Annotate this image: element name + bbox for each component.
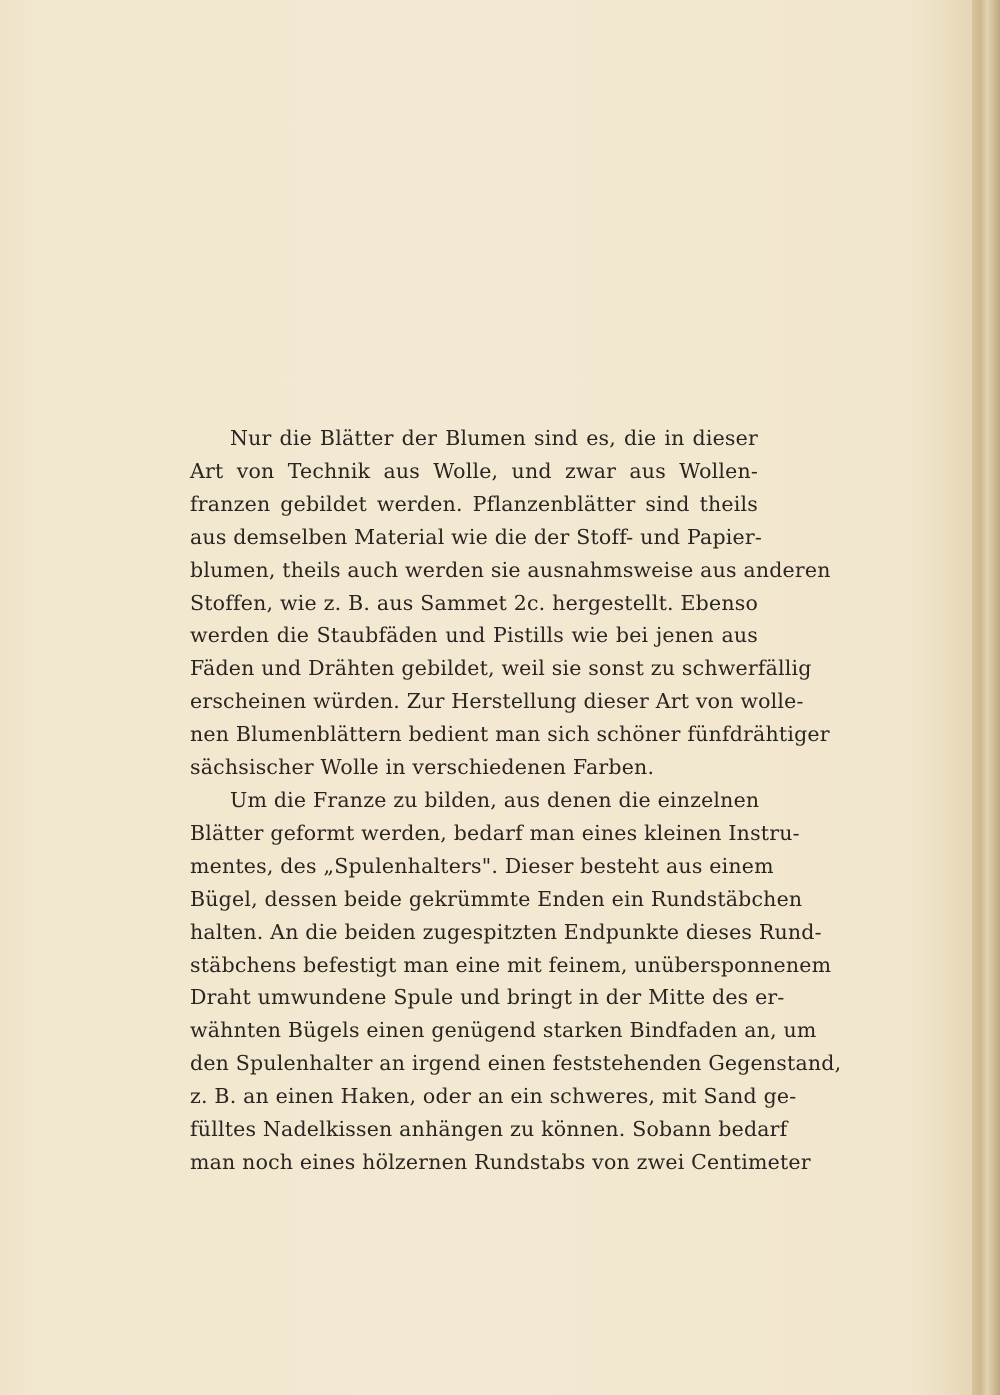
text-line: man noch eines hölzernen Rundstabs von zwei Centimeter — [190, 1149, 811, 1174]
text-line: Stoffen, wie z. B. aus Sammet 2c. hergestellt. Ebenso — [190, 590, 758, 615]
text-line: den Spulenhalter an irgend einen feststehenden Gegenstand, — [190, 1051, 842, 1076]
text-line: z. B. an einen Haken, oder an ein schweres, mit Sand ge- — [190, 1084, 797, 1109]
text-line: Fäden und Drähten gebildet, weil sie sonst zu schwerfällig — [190, 656, 812, 681]
text-line: werden die Staubfäden und Pistills wie bei jenen aus — [190, 623, 758, 648]
body-text — [150, 422, 842, 1179]
text-line: Nur die Blätter der Blumen sind es, die in dieser — [230, 426, 758, 450]
text-line: wähnten Bügels einen genügend starken Bindfaden an, um — [190, 1018, 817, 1043]
text-line: nen Blumenblättern bedient man sich schöner fünfdrähtiger — [190, 722, 830, 747]
text-line: sächsischer Wolle in verschiedenen Farben. — [190, 755, 655, 780]
text-line: mentes, des „Spulenhalters". Dieser besteht aus einem — [190, 853, 774, 878]
text-line: stäbchens befestigt man eine mit feinem, unübersponnenem — [190, 952, 832, 977]
text-line: Bügel, dessen beide gekrümmte Enden ein Rundstäbchen — [190, 886, 803, 911]
text-line: erscheinen würden. Zur Herstellung dieser Art von wolle- — [190, 689, 804, 714]
page-edge — [972, 0, 1000, 1395]
paragraph-1 — [150, 422, 831, 784]
text-line: halten. An die beiden zugespitzten Endpunkte dieses Rund- — [190, 919, 822, 944]
text-line: franzen gebildet werden. Pflanzenblätter sind theils — [190, 491, 758, 516]
text-line: Art von Technik aus Wolle, und zwar aus Wollen- — [190, 458, 758, 483]
text-line: blumen, theils auch werden sie ausnahmsweise aus anderen — [190, 557, 831, 582]
text-line: aus demselben Material wie die der Stoff- und Papier- — [190, 524, 763, 549]
text-line: Blätter geformt werden, bedarf man eines kleinen Instru- — [190, 820, 800, 845]
paragraph-2 — [150, 784, 842, 1179]
text-line: fülltes Nadelkissen anhängen zu können. Sobann bedarf — [190, 1117, 788, 1142]
text-line: Draht umwundene Spule und bringt in der Mitte des er- — [190, 985, 785, 1010]
text-line: Um die Franze zu bilden, aus denen die einzelnen — [230, 787, 760, 812]
